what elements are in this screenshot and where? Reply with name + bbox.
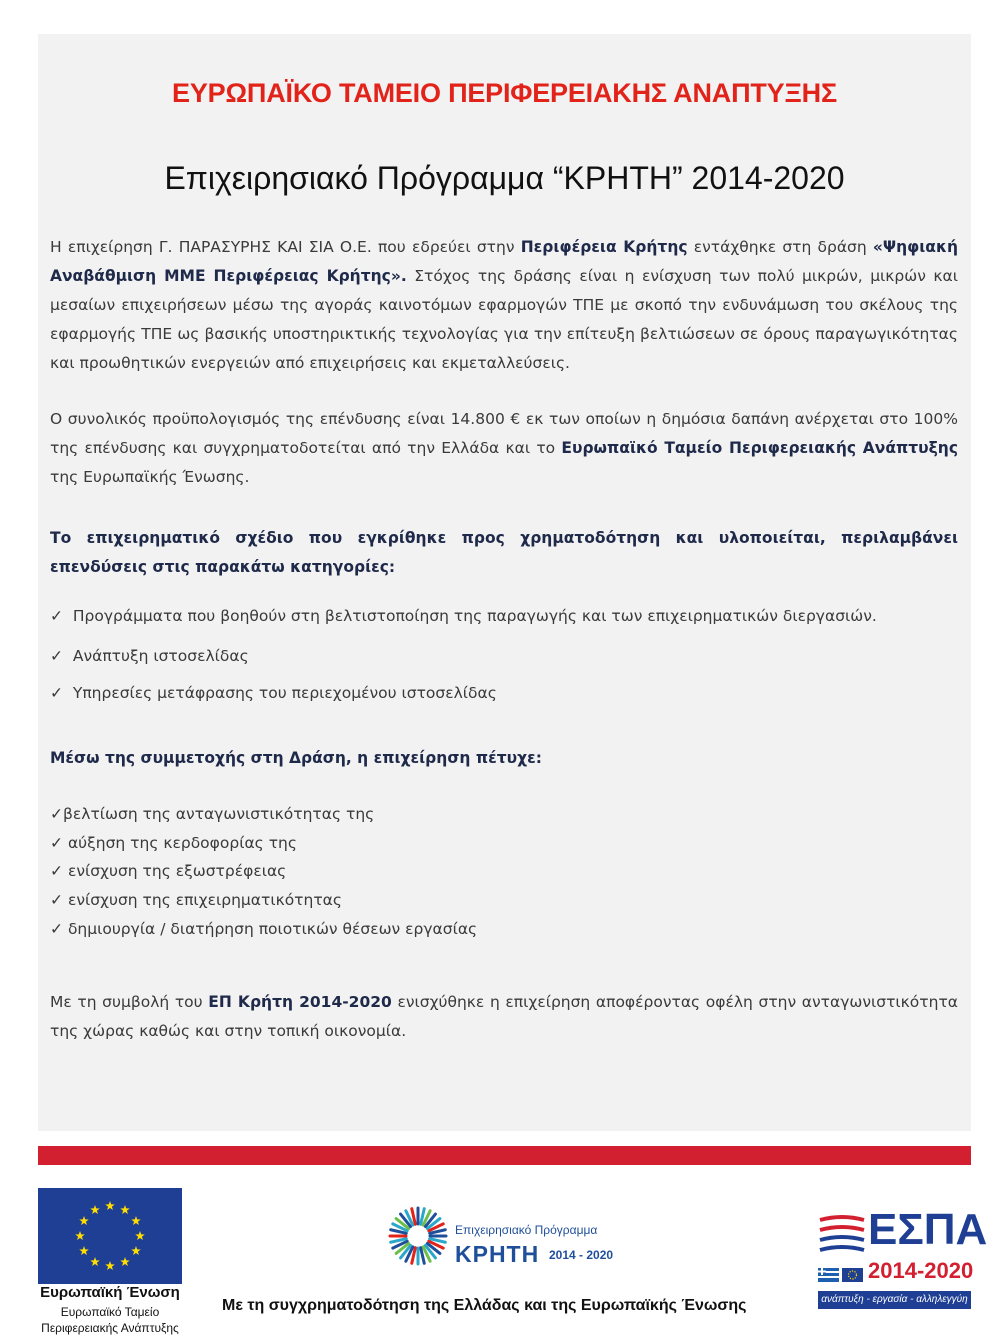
fund-title: ΕΥΡΩΠΑΪΚΟ ΤΑΜΕΙΟ ΠΕΡΙΦΕΡΕΙΑΚΗΣ ΑΝΑΠΤΥΞΗΣ — [172, 78, 837, 108]
check-icon: ✓ — [50, 834, 63, 852]
closing-paragraph — [50, 988, 958, 1046]
budget-text-1: Ο συνολικός προϋπολογισμός της επένδυσης είναι 14.800 € εκ των οποίων η δημόσια δαπάνη ανέρχεται στο 100% της επένδυσης και συγχρηματοδοτείται από την Ελλάδα και το — [50, 410, 958, 457]
check-icon: ✓ — [50, 920, 63, 938]
eu-star-icon — [135, 1231, 145, 1240]
check-icon: ✓ — [50, 891, 63, 909]
eu-star-icon — [131, 1216, 141, 1225]
closing-text-2: ενισχύθηκε η επιχείρηση αποφέροντας οφέλη στην ανταγωνιστικότητα της χώρας καθώς και στην τοπική οικονομία. — [50, 993, 958, 1040]
intro-text-2: εντάχθηκε στη δράση — [687, 238, 873, 256]
eu-star-icon — [75, 1231, 85, 1240]
eu-name: Ευρωπαϊκή Ένωση — [40, 1284, 180, 1301]
intro-text-1: Η επιχείρηση Γ. ΠΑΡΑΣΥΡΗΣ ΚΑΙ ΣΙΑ Ο.Ε. που εδρεύει στην — [50, 238, 521, 256]
eu-star-icon — [79, 1216, 89, 1225]
list-item — [50, 684, 497, 702]
red-divider-bar — [38, 1146, 971, 1165]
kriti-name: ΚΡΗΤΗ — [455, 1241, 540, 1267]
espa-years: 2014-2020 — [868, 1258, 974, 1283]
content-panel — [38, 34, 971, 1131]
list-item — [50, 607, 877, 625]
intro-text-3: Στόχος της δράσης είναι η ενίσχυση των πολύ μικρών, μικρών και μεσαίων επιχειρήσεων μέσω της αγοράς καινοτόμων εφαρμογών ΤΠΕ με σκοπό την ενδυνάμωση του σκέλους της εφαρμογής ΤΠΕ ως βασικής υποστηρικτικής τεχνολογίας για την επίτευξη βελτιώσεων σε όρους παραγωγικότητας και προωθητικών ενεργειών από επιχειρήσεις και εκμεταλλεύσεις. — [50, 267, 958, 372]
result-item: δημιουργία / διατήρηση ποιοτικών θέσεων εργασίας — [67, 920, 478, 938]
check-icon: ✓ — [50, 607, 63, 625]
investment-item: Ανάπτυξη ιστοσελίδας — [72, 647, 249, 665]
list-item — [50, 834, 297, 852]
result-item: ενίσχυση της επιχειρηματικότητας — [67, 891, 342, 909]
greek-eu-flags-icon — [818, 1268, 864, 1284]
eu-fund-line2: Περιφερειακής Ανάπτυξης — [41, 1321, 179, 1335]
eu-star-icon — [90, 1205, 100, 1214]
region-name: Περιφέρεια Κρήτης — [520, 238, 688, 256]
results-heading: Μέσω της συμμετοχής στη Δράση, η επιχείρηση πέτυχε: — [50, 749, 542, 767]
eu-star-icon — [90, 1257, 100, 1266]
eu-flag-logo — [38, 1188, 182, 1284]
eu-stars-icon — [38, 1188, 182, 1284]
result-item: αύξηση της κερδοφορίας της — [67, 834, 297, 852]
result-item: ενίσχυση της εξωστρέφειας — [67, 862, 287, 880]
check-icon: ✓ — [50, 862, 63, 880]
list-item — [50, 862, 286, 880]
result-item: βελτίωση της ανταγωνιστικότητας της — [63, 805, 375, 823]
eu-star-icon — [120, 1205, 130, 1214]
check-icon: ✓ — [50, 805, 63, 823]
eu-star-icon — [105, 1261, 115, 1270]
eu-star-icon — [120, 1257, 130, 1266]
espa-waves-icon — [818, 1214, 866, 1256]
eu-star-icon — [79, 1246, 89, 1255]
program-title: Επιχειρησιακό Πρόγραμμα “ΚΡΗΤΗ” 2014-2020 — [164, 160, 845, 196]
list-item — [50, 647, 249, 665]
list-item — [50, 920, 477, 938]
kriti-years: 2014 - 2020 — [549, 1248, 614, 1262]
fund-name: Ευρωπαϊκό Ταμείο Περιφερειακής Ανάπτυξης — [561, 439, 959, 457]
check-icon: ✓ — [50, 684, 63, 702]
espa-motto: ανάπτυξη - εργασία - αλληλεγγύη — [818, 1291, 971, 1309]
investment-item: Υπηρεσίες μετάφρασης του περιεχομένου ιστοσελίδας — [72, 684, 497, 702]
intro-paragraph — [50, 233, 958, 378]
budget-paragraph — [50, 405, 958, 492]
espa-name: ΕΣΠΑ — [868, 1205, 988, 1254]
cofinance-statement: Με τη συγχρηματοδότηση της Ελλάδας και της Ευρωπαϊκής Ένωσης — [222, 1297, 747, 1314]
eu-star-icon — [131, 1246, 141, 1255]
closing-text-1: Με τη συμβολή του — [50, 993, 209, 1011]
list-item — [50, 805, 374, 823]
check-icon: ✓ — [50, 647, 63, 665]
kriti-program-label: Επιχειρησιακό Πρόγραμμα — [455, 1223, 598, 1237]
kriti-program-logo — [384, 1196, 454, 1268]
budget-text-2: της Ευρωπαϊκής Ένωσης. — [50, 468, 250, 486]
eu-star-icon — [105, 1201, 115, 1210]
investments-heading: Το επιχειρηματικό σχέδιο που εγκρίθηκε προς χρηματοδότηση και υλοποιείται, περιλαμβάνει επενδύσεις στις παρακάτω κατηγορίες: — [50, 529, 958, 576]
program-short-name: ΕΠ Κρήτη 2014-2020 — [208, 993, 392, 1011]
eu-fund-line1: Ευρωπαϊκό Ταμείο — [60, 1305, 160, 1319]
investment-item: Προγράμματα που βοηθούν στη βελτιστοποίηση της παραγωγής και των επιχειρηματικών διεργασιών. — [72, 607, 877, 625]
list-item — [50, 891, 342, 909]
action-name: «Ψηφιακή Αναβάθμιση ΜΜΕ Περιφέρειας Κρήτης». — [50, 238, 958, 285]
